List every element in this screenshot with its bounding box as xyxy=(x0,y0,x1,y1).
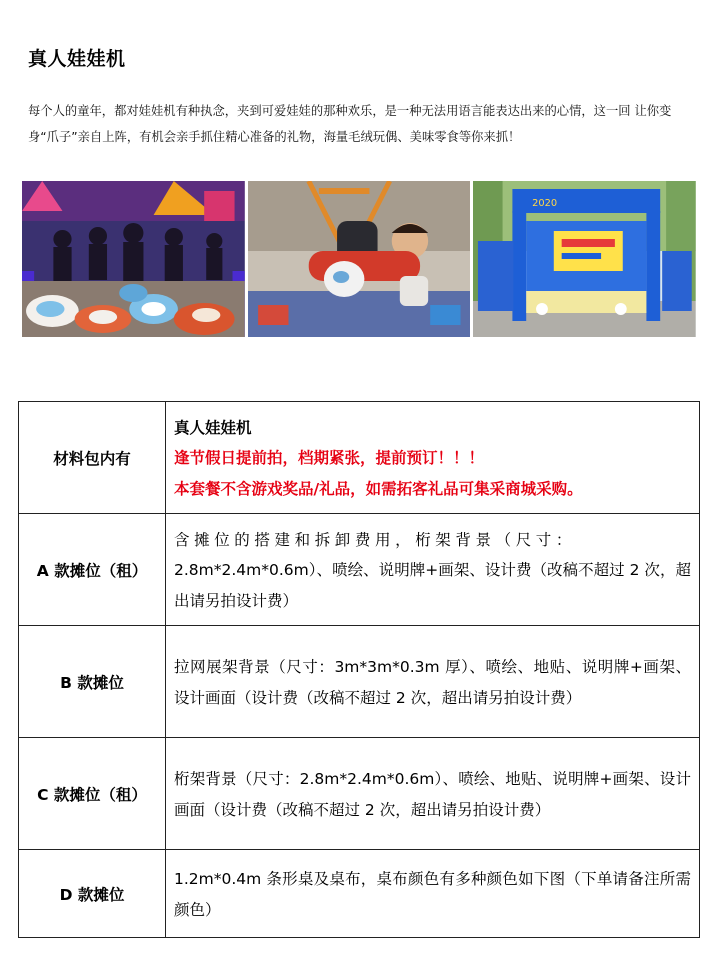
row-desc-b: 拉网展架背景（尺寸：3m*3m*0.3m 厚）、喷绘、地贴、说明牌+画架、设计画面（设计费（改稿不超过 2 次，超出请另拍设计费） xyxy=(166,626,700,738)
row-desc-a-line1: 含摊位的搭建和拆卸费用，桁架背景（尺寸： xyxy=(174,530,577,549)
table-row xyxy=(19,850,700,938)
row-label-a: A 款摊位（租） xyxy=(19,514,166,626)
page-title: 真人娃娃机 xyxy=(28,48,126,70)
table-row xyxy=(19,626,700,738)
row-desc-materials xyxy=(166,402,700,514)
row-desc-a xyxy=(166,514,700,626)
row-label-d: D 款摊位 xyxy=(19,850,166,938)
row-label-b: B 款摊位 xyxy=(19,626,166,738)
intro-paragraph: 每个人的童年，都对娃娃机有种执念，夹到可爱娃娃的那种欢乐，是一种无法用语言能表达出来的心情，这一回 让你变身“爪子”亲自上阵，有机会亲手抓住精心准备的礼物，海量毛绒玩偶、美味零食等你来抓！ xyxy=(28,104,672,144)
photo-strip xyxy=(22,181,696,337)
row-label-c: C 款摊位（租） xyxy=(19,738,166,850)
row-desc-d: 1.2m*0.4m 条形桌及桌布，桌布颜色有多种颜色如下图（下单请备注所需颜色） xyxy=(166,850,700,938)
row-desc-c: 桁架背景（尺寸：2.8m*2.4m*0.6m）、喷绘、地贴、说明牌+画架、设计画面（设计费（改稿不超过 2 次，超出请另拍设计费） xyxy=(166,738,700,850)
photo-crowd-claw xyxy=(22,181,245,337)
table-row xyxy=(19,402,700,514)
booth-sign-text: 2020 xyxy=(532,197,558,210)
package-table xyxy=(18,401,700,938)
gift-notice: 本套餐不含游戏奖品/礼品，如需拓客礼品可集采商城采购。 xyxy=(174,479,583,498)
table-row xyxy=(19,738,700,850)
booking-warning: 逢节假日提前拍，档期紧张，提前预订！！！ xyxy=(174,449,485,468)
table-row xyxy=(19,514,700,626)
row-desc-a-rest: 2.8m*2.4m*0.6m）、喷绘、说明牌+画架、设计费（改稿不超过 2 次，超出请另拍设计费） xyxy=(174,561,691,610)
photo-child-harness xyxy=(248,181,471,337)
package-name: 真人娃娃机 xyxy=(174,418,252,437)
row-label-materials: 材料包内有 xyxy=(19,402,166,514)
photo-blue-booth xyxy=(473,181,696,337)
